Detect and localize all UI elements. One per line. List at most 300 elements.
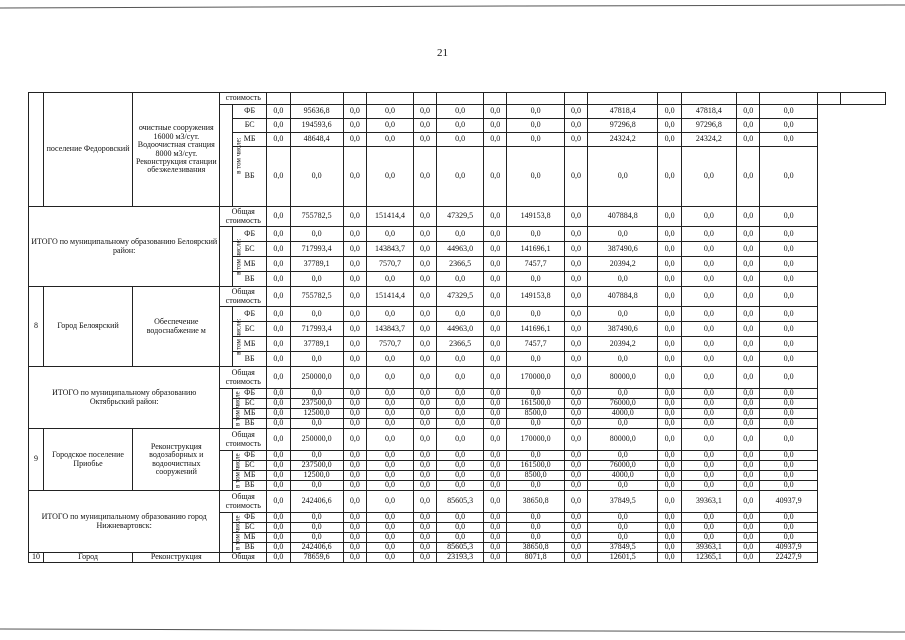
value-cell: 0,0 xyxy=(484,227,507,242)
value-cell: 0,0 xyxy=(737,471,760,481)
value-cell: 0,0 xyxy=(588,272,658,287)
value-cell: 0,0 xyxy=(507,481,564,491)
value-cell: 0,0 xyxy=(367,471,414,481)
value-cell: 40937,9 xyxy=(760,491,817,513)
value-cell: 0,0 xyxy=(760,322,817,337)
empty-cell xyxy=(658,93,681,105)
value-cell: 80000,0 xyxy=(588,367,658,389)
value-cell: 0,0 xyxy=(564,105,587,119)
value-cell: 0,0 xyxy=(484,523,507,533)
fund-label: ФБ xyxy=(233,513,267,523)
value-cell: 0,0 xyxy=(737,352,760,367)
value-cell: 0,0 xyxy=(267,272,290,287)
value-cell: 242406,6 xyxy=(290,543,343,553)
object-cell: очистные сооружения 16000 м3/сут. Водоочистная станция 8000 м3/сут. Реконструкция станции обезжелезивания xyxy=(133,93,220,207)
value-cell: 0,0 xyxy=(507,389,564,399)
value-cell: 7570,7 xyxy=(367,337,414,352)
value-cell: 0,0 xyxy=(343,147,366,207)
value-cell: 0,0 xyxy=(267,409,290,419)
row-number: 10 xyxy=(29,553,44,563)
value-cell: 387490,6 xyxy=(588,322,658,337)
value-cell: 0,0 xyxy=(564,461,587,471)
value-cell: 0,0 xyxy=(588,307,658,322)
value-cell: 39363,1 xyxy=(681,543,736,553)
value-cell: 0,0 xyxy=(588,352,658,367)
value-cell: 0,0 xyxy=(413,451,436,461)
value-cell: 0,0 xyxy=(267,337,290,352)
value-cell: 0,0 xyxy=(484,207,507,227)
place-cell: Город Белоярский xyxy=(43,287,132,367)
value-cell: 7457,7 xyxy=(507,257,564,272)
value-cell: 0,0 xyxy=(564,147,587,207)
value-cell: 0,0 xyxy=(267,533,290,543)
value-cell: 0,0 xyxy=(367,523,414,533)
value-cell: 0,0 xyxy=(290,533,343,543)
value-cell: 0,0 xyxy=(484,352,507,367)
value-cell: 37789,1 xyxy=(290,257,343,272)
value-cell: 0,0 xyxy=(413,429,436,451)
value-cell: 0,0 xyxy=(737,399,760,409)
value-cell: 38650,8 xyxy=(507,491,564,513)
value-cell: 0,0 xyxy=(437,451,484,461)
value-cell: 0,0 xyxy=(564,272,587,287)
empty-cell xyxy=(817,93,840,105)
value-cell: 0,0 xyxy=(484,389,507,399)
value-cell: 0,0 xyxy=(760,242,817,257)
value-cell: 0,0 xyxy=(588,419,658,429)
value-cell: 0,0 xyxy=(267,513,290,523)
value-cell: 23193,3 xyxy=(437,553,484,563)
value-cell: 0,0 xyxy=(343,337,366,352)
value-cell: 0,0 xyxy=(737,337,760,352)
value-cell: 0,0 xyxy=(760,272,817,287)
value-cell: 0,0 xyxy=(413,533,436,543)
place-cell: поселение Федоровский xyxy=(43,93,132,207)
value-cell: 0,0 xyxy=(484,429,507,451)
value-cell: 0,0 xyxy=(681,399,736,409)
value-cell: 0,0 xyxy=(267,451,290,461)
total-label: стоимость xyxy=(220,93,267,105)
value-cell: 0,0 xyxy=(343,389,366,399)
value-cell: 0,0 xyxy=(681,307,736,322)
empty-cell xyxy=(437,93,484,105)
value-cell: 0,0 xyxy=(507,352,564,367)
value-cell: 0,0 xyxy=(267,523,290,533)
value-cell: 0,0 xyxy=(290,307,343,322)
total-caption: ИТОГО по муниципальному образованию город Нижневартовск: xyxy=(29,491,220,553)
value-cell: 0,0 xyxy=(760,352,817,367)
value-cell: 0,0 xyxy=(413,242,436,257)
value-cell: 0,0 xyxy=(658,227,681,242)
value-cell: 4000,0 xyxy=(588,471,658,481)
value-cell: 0,0 xyxy=(367,105,414,119)
empty-cell xyxy=(841,93,886,105)
value-cell: 0,0 xyxy=(760,533,817,543)
value-cell: 0,0 xyxy=(588,481,658,491)
value-cell: 0,0 xyxy=(564,471,587,481)
value-cell: 0,0 xyxy=(413,409,436,419)
value-cell: 0,0 xyxy=(681,451,736,461)
fund-label: ВБ xyxy=(233,543,267,553)
value-cell: 0,0 xyxy=(413,553,436,563)
value-cell: 0,0 xyxy=(484,307,507,322)
value-cell: 0,0 xyxy=(484,461,507,471)
value-cell: 0,0 xyxy=(658,399,681,409)
value-cell: 0,0 xyxy=(737,523,760,533)
value-cell: 0,0 xyxy=(267,399,290,409)
value-cell: 161500,0 xyxy=(507,461,564,471)
value-cell: 0,0 xyxy=(681,481,736,491)
value-cell: 0,0 xyxy=(564,419,587,429)
value-cell: 0,0 xyxy=(267,352,290,367)
value-cell: 0,0 xyxy=(737,272,760,287)
value-cell: 0,0 xyxy=(760,451,817,461)
value-cell: 0,0 xyxy=(681,471,736,481)
value-cell: 0,0 xyxy=(367,307,414,322)
value-cell: 0,0 xyxy=(737,389,760,399)
value-cell: 0,0 xyxy=(413,419,436,429)
value-cell: 0,0 xyxy=(290,227,343,242)
value-cell: 39363,1 xyxy=(681,491,736,513)
value-cell: 0,0 xyxy=(681,242,736,257)
value-cell: 0,0 xyxy=(737,451,760,461)
value-cell: 0,0 xyxy=(507,147,564,207)
value-cell: 0,0 xyxy=(760,399,817,409)
empty-cell xyxy=(290,93,343,105)
value-cell: 0,0 xyxy=(437,409,484,419)
value-cell: 12601,5 xyxy=(588,553,658,563)
value-cell: 0,0 xyxy=(658,451,681,461)
value-cell: 0,0 xyxy=(343,367,366,389)
value-cell: 0,0 xyxy=(681,257,736,272)
value-cell: 0,0 xyxy=(658,513,681,523)
value-cell: 0,0 xyxy=(437,523,484,533)
value-cell: 12365,1 xyxy=(681,553,736,563)
value-cell: 0,0 xyxy=(507,119,564,133)
value-cell: 0,0 xyxy=(437,481,484,491)
value-cell: 0,0 xyxy=(658,523,681,533)
value-cell: 0,0 xyxy=(484,471,507,481)
value-cell: 0,0 xyxy=(564,543,587,553)
value-cell: 141696,1 xyxy=(507,322,564,337)
value-cell: 0,0 xyxy=(658,419,681,429)
value-cell: 0,0 xyxy=(564,451,587,461)
value-cell: 0,0 xyxy=(267,257,290,272)
value-cell: 0,0 xyxy=(267,461,290,471)
fund-label: БС xyxy=(233,242,267,257)
value-cell: 0,0 xyxy=(760,481,817,491)
total-label: Общая xyxy=(220,553,267,563)
value-cell: 47329,5 xyxy=(437,207,484,227)
value-cell: 0,0 xyxy=(658,133,681,147)
fund-label: МБ xyxy=(233,409,267,419)
value-cell: 0,0 xyxy=(437,307,484,322)
value-cell: 0,0 xyxy=(484,553,507,563)
sub-label-cell xyxy=(220,105,243,207)
value-cell: 0,0 xyxy=(507,307,564,322)
value-cell: 0,0 xyxy=(484,272,507,287)
value-cell: 0,0 xyxy=(737,409,760,419)
value-cell: 0,0 xyxy=(507,513,564,523)
value-cell: 0,0 xyxy=(658,491,681,513)
value-cell: 0,0 xyxy=(343,429,366,451)
value-cell: 0,0 xyxy=(507,105,564,119)
value-cell: 194593,6 xyxy=(290,119,343,133)
value-cell: 0,0 xyxy=(507,227,564,242)
value-cell: 717993,4 xyxy=(290,322,343,337)
value-cell: 250000,0 xyxy=(290,367,343,389)
value-cell: 80000,0 xyxy=(588,429,658,451)
value-cell: 0,0 xyxy=(681,419,736,429)
value-cell: 0,0 xyxy=(484,409,507,419)
value-cell: 0,0 xyxy=(343,307,366,322)
value-cell: 0,0 xyxy=(413,337,436,352)
fund-label: ВБ xyxy=(233,352,267,367)
value-cell: 0,0 xyxy=(267,389,290,399)
value-cell: 0,0 xyxy=(737,227,760,242)
value-cell: 0,0 xyxy=(437,471,484,481)
value-cell: 0,0 xyxy=(681,513,736,523)
value-cell: 0,0 xyxy=(267,242,290,257)
sub-label-vertical: в том числе xyxy=(233,391,242,427)
value-cell: 0,0 xyxy=(343,242,366,257)
sub-label-cell xyxy=(220,513,242,553)
value-cell: 0,0 xyxy=(484,533,507,543)
value-cell: 0,0 xyxy=(413,105,436,119)
value-cell: 0,0 xyxy=(760,105,817,119)
value-cell: 12500,0 xyxy=(290,471,343,481)
fund-label: МБ xyxy=(233,257,267,272)
value-cell: 0,0 xyxy=(737,543,760,553)
value-cell: 0,0 xyxy=(290,389,343,399)
value-cell: 0,0 xyxy=(737,419,760,429)
value-cell: 24324,2 xyxy=(588,133,658,147)
value-cell: 151414,4 xyxy=(367,207,414,227)
value-cell: 0,0 xyxy=(343,272,366,287)
value-cell: 0,0 xyxy=(367,533,414,543)
total-label: Общая стоимость xyxy=(220,287,267,307)
value-cell: 0,0 xyxy=(413,207,436,227)
value-cell: 0,0 xyxy=(267,133,290,147)
value-cell: 0,0 xyxy=(267,419,290,429)
value-cell: 0,0 xyxy=(484,367,507,389)
budget-table xyxy=(28,92,886,563)
value-cell: 0,0 xyxy=(658,429,681,451)
value-cell: 0,0 xyxy=(484,491,507,513)
fund-label: МБ xyxy=(233,133,267,147)
value-cell: 0,0 xyxy=(267,471,290,481)
value-cell: 0,0 xyxy=(484,133,507,147)
total-caption: ИТОГО по муниципальному образованию Октябрьский район: xyxy=(29,367,220,429)
value-cell: 0,0 xyxy=(760,147,817,207)
value-cell: 0,0 xyxy=(267,119,290,133)
value-cell: 0,0 xyxy=(681,533,736,543)
value-cell: 0,0 xyxy=(737,105,760,119)
empty-cell xyxy=(507,93,564,105)
value-cell: 0,0 xyxy=(507,419,564,429)
value-cell: 0,0 xyxy=(343,399,366,409)
value-cell: 0,0 xyxy=(737,287,760,307)
value-cell: 0,0 xyxy=(367,451,414,461)
value-cell: 407884,8 xyxy=(588,287,658,307)
value-cell: 0,0 xyxy=(760,523,817,533)
value-cell: 0,0 xyxy=(658,553,681,563)
value-cell: 0,0 xyxy=(267,491,290,513)
value-cell: 47329,5 xyxy=(437,287,484,307)
table-row xyxy=(29,367,886,389)
value-cell: 0,0 xyxy=(343,451,366,461)
value-cell: 85605,3 xyxy=(437,491,484,513)
value-cell: 0,0 xyxy=(484,419,507,429)
value-cell: 0,0 xyxy=(437,399,484,409)
value-cell: 250000,0 xyxy=(290,429,343,451)
value-cell: 0,0 xyxy=(413,491,436,513)
value-cell: 0,0 xyxy=(367,481,414,491)
value-cell: 97296,8 xyxy=(588,119,658,133)
value-cell: 0,0 xyxy=(760,513,817,523)
fund-label: БС xyxy=(233,322,267,337)
value-cell: 0,0 xyxy=(343,461,366,471)
value-cell: 0,0 xyxy=(588,523,658,533)
table-row xyxy=(29,93,886,105)
fund-label: МБ xyxy=(233,533,267,543)
value-cell: 0,0 xyxy=(267,227,290,242)
value-cell: 387490,6 xyxy=(588,242,658,257)
value-cell: 0,0 xyxy=(737,242,760,257)
value-cell: 237500,0 xyxy=(290,461,343,471)
value-cell: 97296,8 xyxy=(681,119,736,133)
value-cell: 0,0 xyxy=(413,481,436,491)
value-cell: 0,0 xyxy=(681,523,736,533)
row-number: 8 xyxy=(29,287,44,367)
value-cell: 0,0 xyxy=(437,147,484,207)
value-cell: 0,0 xyxy=(658,352,681,367)
value-cell: 0,0 xyxy=(437,461,484,471)
value-cell: 12500,0 xyxy=(290,409,343,419)
value-cell: 0,0 xyxy=(564,322,587,337)
value-cell: 0,0 xyxy=(413,367,436,389)
value-cell: 0,0 xyxy=(484,242,507,257)
total-label: Общая стоимость xyxy=(220,207,267,227)
fund-label: БС xyxy=(233,119,267,133)
value-cell: 161500,0 xyxy=(507,399,564,409)
value-cell: 755782,5 xyxy=(290,207,343,227)
value-cell: 0,0 xyxy=(413,523,436,533)
value-cell: 0,0 xyxy=(737,481,760,491)
sub-label-vertical: в том числе: xyxy=(234,318,243,356)
value-cell: 0,0 xyxy=(681,367,736,389)
sub-label-vertical: в том числе: xyxy=(234,238,243,276)
value-cell: 0,0 xyxy=(681,272,736,287)
value-cell: 0,0 xyxy=(484,147,507,207)
table-row xyxy=(29,553,886,563)
value-cell: 0,0 xyxy=(681,227,736,242)
value-cell: 48648,4 xyxy=(290,133,343,147)
fund-label: ВБ xyxy=(233,272,267,287)
object-cell: Реконструкция водозаборных и водоочистных сооружений xyxy=(133,429,220,491)
value-cell: 0,0 xyxy=(737,553,760,563)
fund-label: ВБ xyxy=(233,419,267,429)
value-cell: 0,0 xyxy=(760,227,817,242)
value-cell: 0,0 xyxy=(658,409,681,419)
value-cell: 0,0 xyxy=(484,399,507,409)
value-cell: 0,0 xyxy=(564,207,587,227)
value-cell: 0,0 xyxy=(413,307,436,322)
value-cell: 0,0 xyxy=(737,257,760,272)
value-cell: 237500,0 xyxy=(290,399,343,409)
value-cell: 0,0 xyxy=(437,352,484,367)
value-cell: 0,0 xyxy=(564,399,587,409)
value-cell: 0,0 xyxy=(343,553,366,563)
value-cell: 76000,0 xyxy=(588,461,658,471)
value-cell: 0,0 xyxy=(681,287,736,307)
table-row xyxy=(29,287,886,307)
value-cell: 0,0 xyxy=(267,287,290,307)
value-cell: 4000,0 xyxy=(588,409,658,419)
value-cell: 0,0 xyxy=(564,119,587,133)
value-cell: 0,0 xyxy=(343,471,366,481)
value-cell: 0,0 xyxy=(343,105,366,119)
value-cell: 0,0 xyxy=(737,461,760,471)
value-cell: 0,0 xyxy=(681,389,736,399)
value-cell: 0,0 xyxy=(290,352,343,367)
value-cell: 0,0 xyxy=(413,322,436,337)
value-cell: 149153,8 xyxy=(507,287,564,307)
value-cell: 0,0 xyxy=(564,409,587,419)
sub-label-vertical: в том числе xyxy=(233,453,242,489)
value-cell: 407884,8 xyxy=(588,207,658,227)
value-cell: 0,0 xyxy=(484,119,507,133)
value-cell: 0,0 xyxy=(437,389,484,399)
table-row xyxy=(29,429,886,451)
fund-label: БС xyxy=(233,399,267,409)
value-cell: 0,0 xyxy=(267,147,290,207)
value-cell: 170000,0 xyxy=(507,367,564,389)
value-cell: 0,0 xyxy=(367,352,414,367)
value-cell: 0,0 xyxy=(564,491,587,513)
value-cell: 0,0 xyxy=(658,322,681,337)
value-cell: 0,0 xyxy=(681,429,736,451)
value-cell: 2366,5 xyxy=(437,257,484,272)
value-cell: 0,0 xyxy=(290,481,343,491)
scan-bottom-edge xyxy=(0,626,905,636)
value-cell: 0,0 xyxy=(290,272,343,287)
total-label: Общая стоимость xyxy=(220,367,267,389)
value-cell: 0,0 xyxy=(564,481,587,491)
value-cell: 0,0 xyxy=(267,543,290,553)
value-cell: 0,0 xyxy=(343,491,366,513)
value-cell: 0,0 xyxy=(658,461,681,471)
value-cell: 0,0 xyxy=(413,399,436,409)
value-cell: 95636,8 xyxy=(290,105,343,119)
empty-cell xyxy=(484,93,507,105)
value-cell: 0,0 xyxy=(267,207,290,227)
sub-label-cell xyxy=(220,307,243,367)
value-cell: 0,0 xyxy=(343,352,366,367)
value-cell: 0,0 xyxy=(437,513,484,523)
value-cell: 76000,0 xyxy=(588,399,658,409)
empty-cell xyxy=(413,93,436,105)
value-cell: 0,0 xyxy=(588,513,658,523)
value-cell: 0,0 xyxy=(564,389,587,399)
value-cell: 0,0 xyxy=(437,119,484,133)
value-cell: 0,0 xyxy=(564,429,587,451)
empty-cell xyxy=(588,93,658,105)
fund-label: МБ xyxy=(233,471,267,481)
value-cell: 0,0 xyxy=(413,147,436,207)
value-cell: 0,0 xyxy=(343,287,366,307)
place-cell: Городское поселение Приобье xyxy=(43,429,132,491)
